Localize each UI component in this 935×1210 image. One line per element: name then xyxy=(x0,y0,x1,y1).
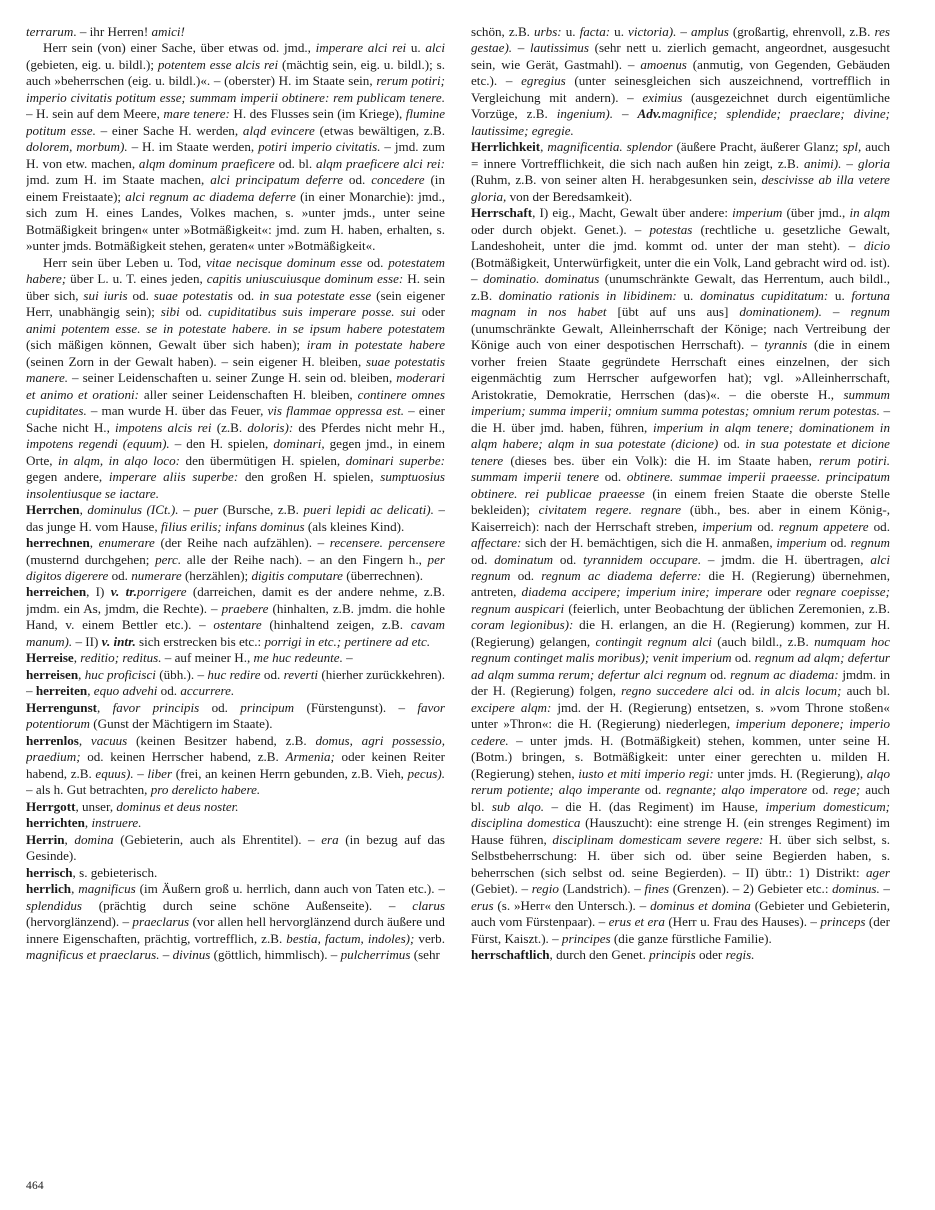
entry-herreichen: herreichen, I) v. tr.porrigere (darreichen, damit es der andere nehme, z.B. jmdm. ein As, jmdm, die Rechte). – praebere (hinhalten, z.B. jmdm. die hohle Hand, v. einem Bettler etc.). – ostentare (hinhaltend zeigen, z.B. cavam manum). – II) v. intr. sich erstrecken bis etc.: porrigi in etc.; pertinere ad etc. xyxy=(26,584,445,649)
sense-paragraph-herr-leben-tod: Herr sein über Leben u. Tod, vitae necisque dominum esse od. potestatem habere; über L. u. T. eines jeden, capitis uniuscuiusque dominum esse: H. sein über sich, sui iuris od. suae potestatis od. in sua potestate esse (sein eigener Herr, unabhängig sein); sibi od. cupiditatibus suis imperare posse. sui oder animi potentem esse. se in potestate habere. in se ipsum habere potestatem (sich mäßigen können, Gewalt über sich haben); iram in potestate habere (seinen Zorn in der Gewalt haben). – sein eigener H. bleiben, suae potestatis manere. – seiner Leidenschaften u. seiner Zunge H. sein od. bleiben, moderari et animo et orationi: aller seiner Leidenschaften H. bleiben, continere omnes cupiditates. – man wurde H. über das Feuer, vis flammae oppressa est. – einer Sache nicht H., impotens alcis rei (z.B. doloris): des Pferdes nicht mehr H., impotens regendi (equum). – den H. spielen, dominari, gegen jmd., in einem Orte, in alqm, in alqo loco: den übermütigen H. spielen, dominari superbe: gegen andere, imperare aliis superbe: den großen H. spielen, sumptuosius insolentiusque se iactare. xyxy=(26,254,445,501)
headword: herrisch xyxy=(26,864,73,880)
entry-herrenlos: herrenlos, vacuus (keinen Besitzer habend, z.B. domus, agri possessio, praedium; od. keinen Herrscher habend, z.B. Armenia; oder keinen Reiter habend, z.B. equus). – liber (frei, an keinen Herrn gebunden, z.B. Vieh, pecus). – als h. Gut betrachten, pro derelicto habere. xyxy=(26,732,445,798)
headword: herrichten xyxy=(26,815,85,831)
latin-term: amici! xyxy=(151,24,185,39)
headword: herrschaftlich xyxy=(471,947,550,963)
entry-herrengunst: Herrengunst, favor principis od. principum (Fürstengunst). – favor potentiorum (Gunst der Mächtigern im Staate). xyxy=(26,699,445,732)
latin-term: terrarum xyxy=(26,24,74,39)
entry-herrisch: herrisch, s. gebieterisch. xyxy=(26,864,158,880)
right-column xyxy=(471,24,890,964)
headword: herreisen xyxy=(26,666,79,682)
headword: Herreise xyxy=(26,650,74,666)
entry-herrichten: herrichten, instruere. xyxy=(26,815,142,831)
headword: herrenlos xyxy=(26,732,79,748)
continuation-herrlich: schön, z.B. urbs: u. facta: u. victoria). – amplus (großartig, ehrenvoll, z.B. res gestae). – lautissimus (sehr nett u. zierlich gemacht, angeordnet, ausgesucht sein, wie Gerät, Gastmahl). – amoenus (anmutig, von Gegenden, Gebäuden etc.). – egregius (unter seinesgleichen sich auszeichnend, vortrefflich in Vergleichung mit andern). – eximius (ausgezeichnet durch eigentümliche Vorzüge, z.B. ingenium). – Adv.magnifice; splendide; praeclare; divine; lautissime; egregie. xyxy=(471,24,891,138)
headword: Herrchen xyxy=(26,502,80,518)
headword: Herrengunst xyxy=(26,699,98,715)
left-column xyxy=(26,24,445,964)
headword: herrlich xyxy=(26,881,72,897)
entry-herrgott: Herrgott, unser, dominus et deus noster. xyxy=(26,798,239,814)
headword: Herrschaft xyxy=(471,205,533,221)
entry-herrlich: herrlich, magnificus (im Äußern groß u. herrlich, dann auch von Taten etc.). – splendidus (prächtig durch seine schöne Außenseite). – clarus (hervorglänzend). – praeclarus (vor allen hell hervorglänzend durch äußere und innere Eigenschaften, prächtig, vortrefflich, z.B. bestia, factum, indoles); verb. magnificus et praeclarus. – divinus (göttlich, himmlisch). – pulcherrimus (sehr xyxy=(26,881,445,963)
entry-herrschaft: Herrschaft, I) eig., Macht, Gewalt über andere: imperium (über jmd., in alqm oder durch objekt. Genet.). – potestas (rechtliche u. gesetzliche Gewalt, Landeshoheit, unter die jmd. kommt od. unter der man steht). – dicio (Botmäßigkeit, Unterwürfigkeit, unter die ein Volk, Land gebracht wird od. ist). – dominatio. dominatus (unumschränkte Gewalt, das Herrentum, auch bildl., z.B. dominatio rationis in libidinem: u. dominatus cupiditatum: u. fortuna magnam in nos habet [übt auf uns aus] dominationem). – regnum (unumschränkte Gewalt, Alleinherrschaft der Könige; nach Vertreibung der Könige auch von einer despotischen Herrschaft). – tyrannis (die in einem vorher freien Staate gegründete Herrschaft eines einzelnen, der sich eigenmächtig zum Herrscher aufgeworfen hat); vgl. »Alleinherrschaft, Aristokratie, Demokratie, Herrschen (das)«. – die oberste H., summum imperium; summa imperii; omnium summa potestas; omnium rerum potestas. – die H. über jmd. haben, führen, imperium in alqm tenere; dominationem in alqm habere; alqm in sua potestate (dicione) od. in sua potestate et dicione tenere (dieses bes. über ein Volk): die H. im Staate haben, rerum potiri. summam imperii tenere od. obtinere. summae imperii praeesse. principatum obtinere. rei publicae praeesse (in einem freien Staate die oberste Stelle bekleiden); civitatem regere. regnare (übh., bes. aber in einem König-, Kaiserreich): nach der Herrschaft streben, imperium od. regnum appetere od. affectare: sich der H. bemächtigen, sich die H. anmaßen, imperium od. regnum od. dominatum od. tyrannidem occupare. – jmdm. die H. übertragen, alci regnum od. regnum ac diadema deferre: die H. (Regierung) übernehmen, antreten, diadema accipere; imperium inire; imperare oder regnare coepisse; regnum auspicari (feierlich, unter Beobachtung der üblichen Zeremonien, z.B. coram legionibus): die H. erlangen, an die H. (Regierung) kommen, zur H. (Regierung) gelangen, contingit regnum alci (auch bildl., z.B. numquam hoc regnum continget malis moribus); venit imperium od. regnum ad alqm; defertur ad alqm summa rerum; defertur alci regnum od. regnum ac diadema: jmdm. in der H. (Regierung) folgen, regno succedere alci od. in alcis locum; auch bl. excipere alqm: jmd. der H. (Regierung) entsetzen, s. »vom Throne stoßen« unter »Thron«: die H. (Regierung) niederlegen, imperium deponere; imperio cedere. – unter jmds. H. (Botmäßigkeit) stehen, kommen, unter seine H. (Botm.) bringen, s. Botmäßigkeit: unter einer gerechten u. milden H. (Regierung) stehen, iusto et miti imperio regi: unter jmds. H. (Regierung), alqo rerum potiente; alqo imperante od. regnante; alqo imperatore od. rege; auch bl. sub alqo. – die H. (das Regiment) im Hause, imperium domesticum; disciplina domestica (Hauszucht): eine strenge H. (ein strenges Regiment) im Hause führen, disciplinam domesticam severe regere: H. über sich selbst, s. Selbstbeherrschung: H. über sich od. über seine Begierden haben, s. beherrschen (sich selbst od. seine Begierden). – II) übtr.: 1) Distrikt: ager (Gebiet). – regio (Landstrich). – fines (Grenzen). – 2) Gebieter etc.: dominus. – erus (s. »Herr« den Untersch.). – dominus et domina (Gebieter und Gebieterin, auch vom Fürstenpaar). – erus et era (Herr u. Frau des Hauses). – princeps (der Fürst, Kaiszt.). – principes (die ganze fürstliche Familie). xyxy=(471,205,891,946)
entry-herrin: Herrin, domina (Gebieterin, auch als Ehrentitel). – era (in bezug auf das Gesinde). xyxy=(26,831,445,864)
headword: herreichen xyxy=(26,584,87,600)
headword: herrechnen xyxy=(26,535,90,551)
two-column-body xyxy=(26,24,913,964)
entry-herrechnen: herrechnen, enumerare (der Reihe nach aufzählen). – recensere. percensere (musternd durchgehen; perc. alle der Reihe nach). – an den Fingern h., per digitos digerere od. numerare (herzählen); digitis computare (überrechnen). xyxy=(26,535,445,583)
headword: Herrlichkeit xyxy=(471,139,541,155)
sense-paragraph-herr-sache: Herr sein (von) einer Sache, über etwas od. jmd., imperare alci rei u. alci (gebieten, eig. u. bildl.); potentem esse alcis rei (mächtig sein, eig. u. bildl.); s. auch »beherrschen (eig. u. bildl.)«. – (oberster) H. im Staate sein, rerum potiri; imperio civitatis potitum esse; summam imperii obtinere: rem publicam tenere. – H. sein auf dem Meere, mare tenere: H. des Flusses sein (im Kriege), flumine potitum esse. – einer Sache H. werden, alqd evincere (etwas bewältigen, z.B. dolorem, morbum). – H. im Staate werden, potiri imperio civitatis. – jmd. zum H. von etw. machen, alqm dominum praeficere od. bl. alqm praeficere alci rei: jmd. zum H. im Staate machen, alci principatum deferre od. concedere (in einem Freistaate); alci regnum ac diadema deferre (in einer Monarchie): jmd., sich zum H. eines Landes, Volkes machen, s. »unter jmds., unter seine Botmäßigkeit bringen« unter »Botmäßigkeit«: jmd. zum H. haben, erhalten, s. »unter jmds. Botmäßigkeit stehen, geraten« unter »Botmäßigkeit«. xyxy=(26,40,445,254)
entry-herreise: Herreise, reditio; reditus. – auf meiner H., me huc redeunte. – xyxy=(26,650,353,666)
headword: Herrgott xyxy=(26,798,76,814)
headword-inline: herreiten xyxy=(35,683,88,699)
entry-herreisen: herreisen, huc proficisci (übh.). – huc redire od. reverti (hierher zurückkehren). – herreiten, equo advehi od. accurrere. xyxy=(26,666,445,699)
entry-herrchen: Herrchen, dominulus (ICt.). – puer (Bursche, z.B. pueri lepidi ac delicati). – das junge H. vom Hause, filius erilis; infans dominus (als kleines Kind). xyxy=(26,502,445,534)
entry-herrlichkeit: Herrlichkeit, magnificentia. splendor (äußere Pracht, äußerer Glanz; spl, auch = innere Vortrefflichkeit, die sich nach außen hin zeigt, z.B. animi). – gloria (Ruhm, z.B. von seiner alten H. herabgesunken sein, descivisse ab illa vetere gloria, von der Beredsamkeit). xyxy=(471,139,890,204)
entry-herrschaftlich: herrschaftlich, durch den Genet. principis oder regis. xyxy=(471,947,755,963)
headword: Herrin xyxy=(26,831,65,847)
continuation-paragraph: terrarum. – ihr Herren! amici! xyxy=(26,24,185,39)
page-number: 464 xyxy=(26,1180,44,1192)
